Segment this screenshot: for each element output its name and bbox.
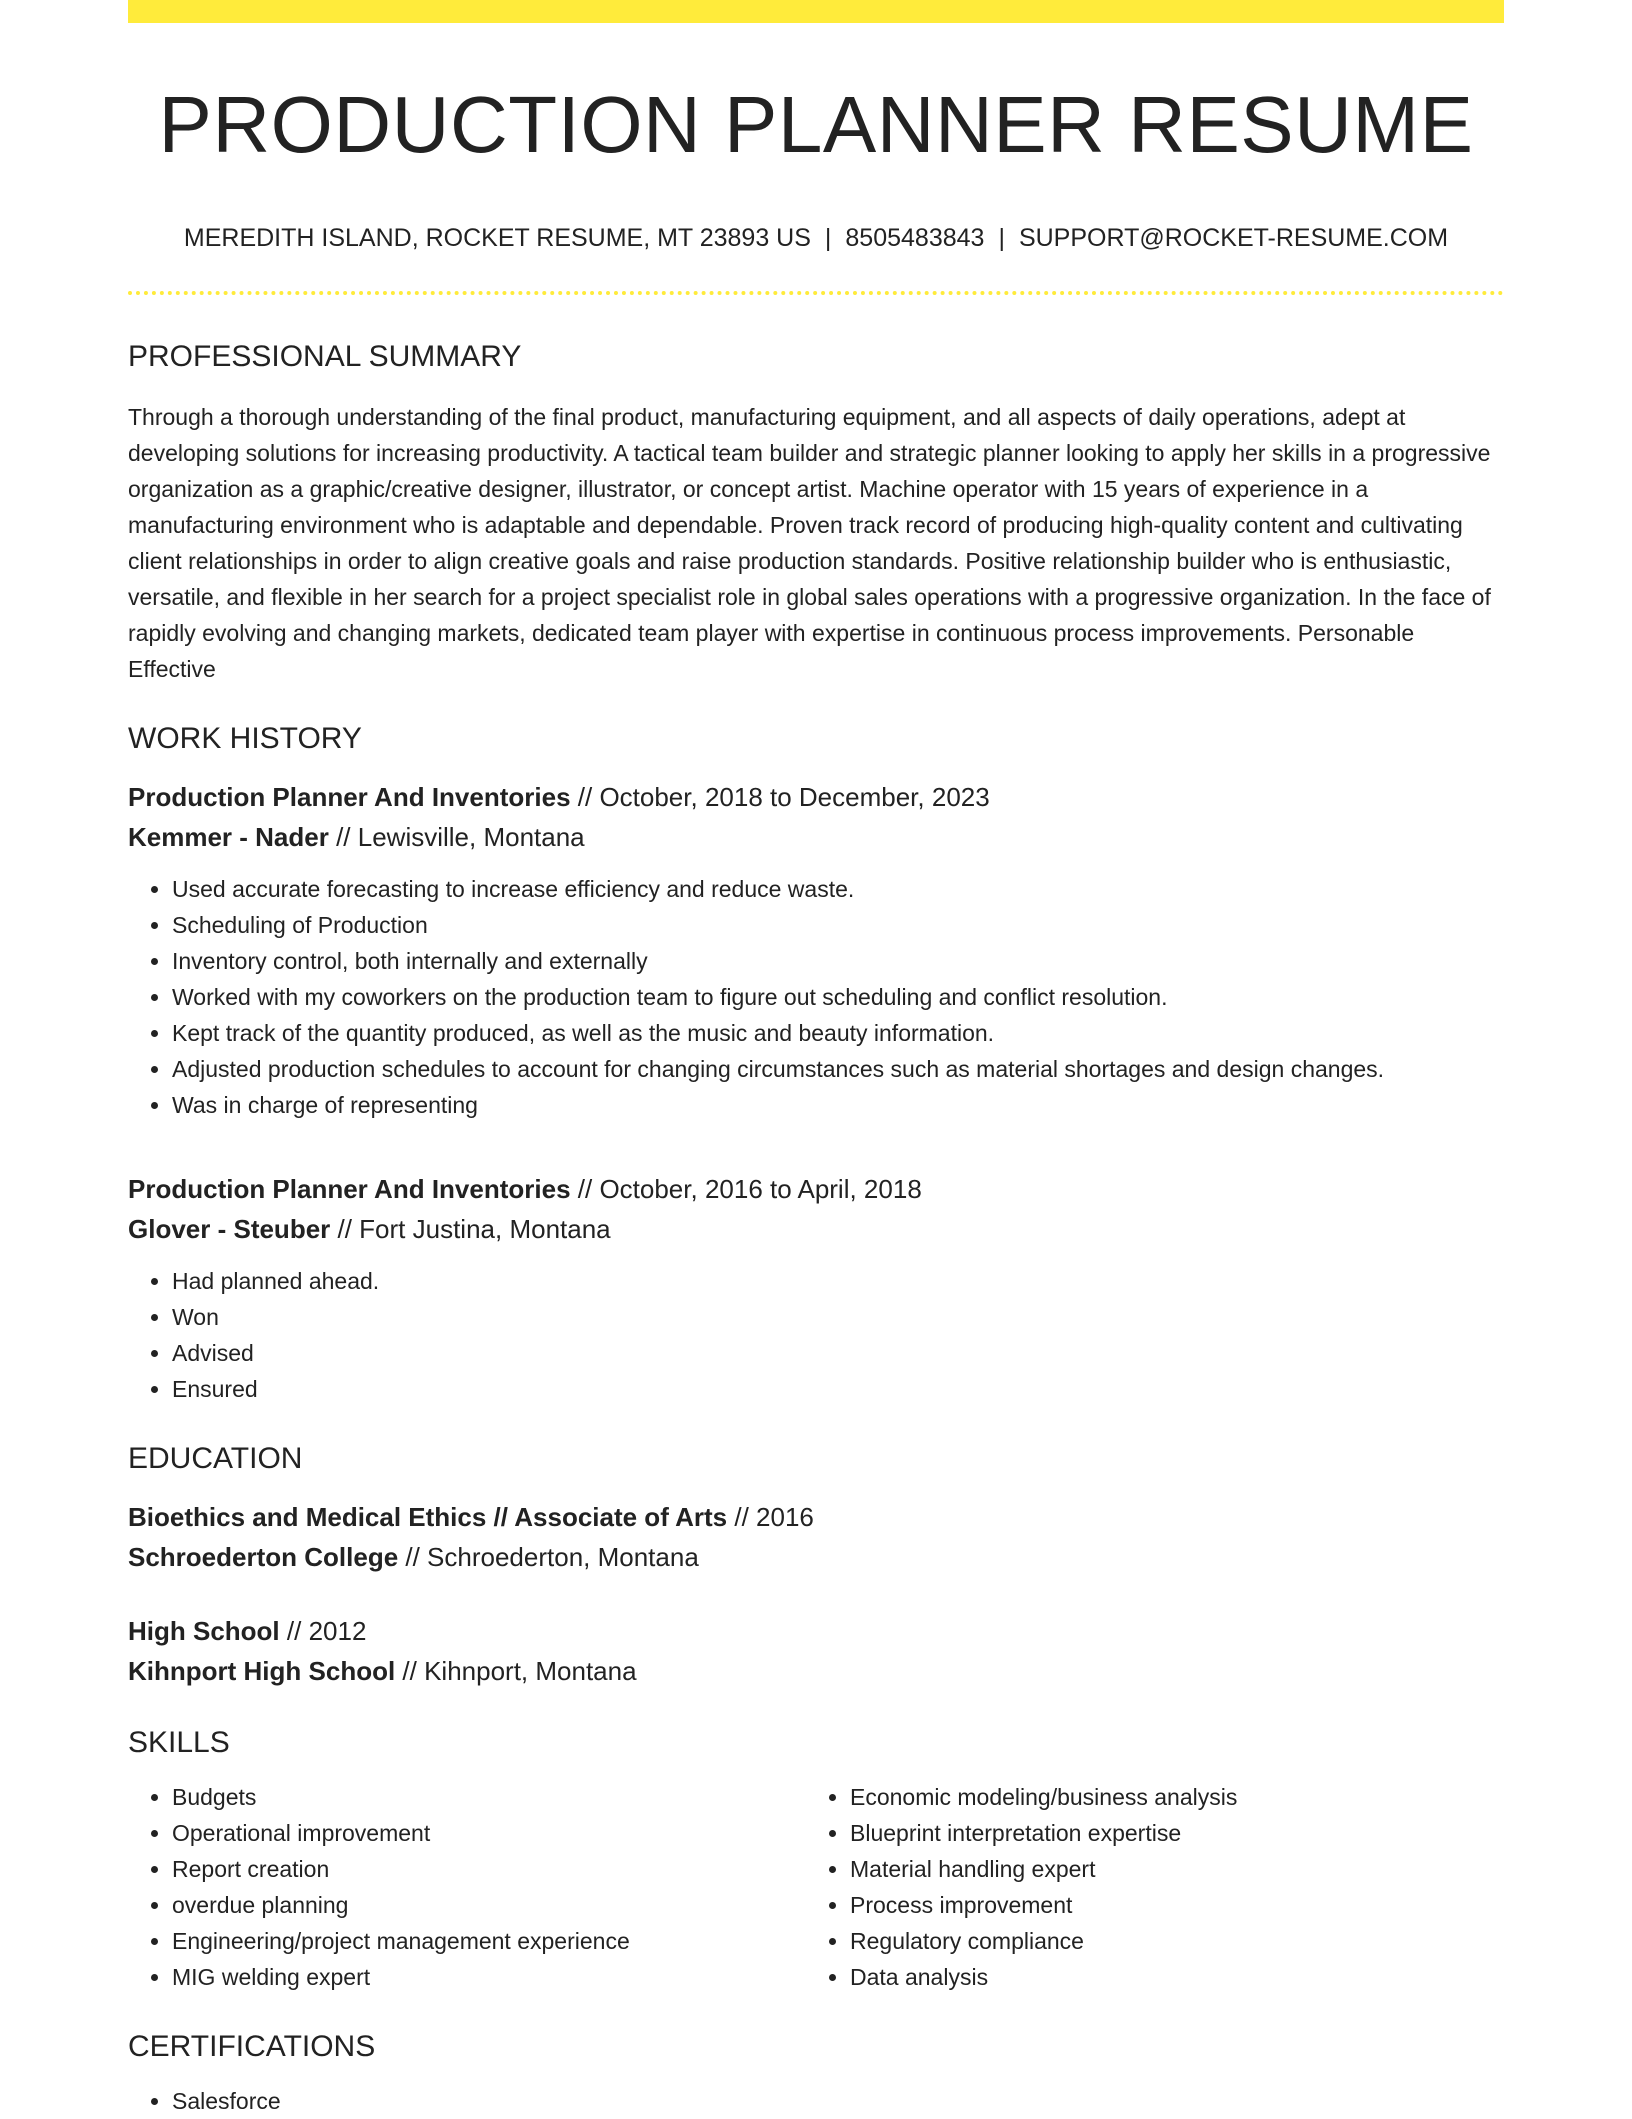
skills-grid [128,1779,1504,1995]
list-item: • Process improvement [850,1887,1490,1923]
education-year: // 2012 [279,1616,367,1646]
education-degree: High School [128,1616,280,1646]
education-school-line [128,1537,1504,1577]
summary-heading: PROFESSIONAL SUMMARY [128,340,522,373]
contact-address: MEREDITH ISLAND, ROCKET RESUME, MT 23893 US [183,224,811,252]
job-dates: // October, 2016 to April, 2018 [570,1174,922,1204]
accent-top-bar [128,0,1504,23]
list-item: • Engineering/project management experience [172,1923,806,1959]
work-history-heading: WORK HISTORY [128,722,362,755]
education-entry [128,1611,1504,1691]
job-entry [128,1169,1504,1407]
list-item: • Won [172,1299,1504,1335]
job-bullets [128,871,1504,1123]
skills-right-column [806,1779,1490,1995]
list-item: • Operational improvement [172,1815,806,1851]
education-school-line [128,1651,1504,1691]
list-item: • overdue planning [172,1887,806,1923]
education-school: Kihnport High School [128,1656,396,1686]
education-degree-line [128,1497,1504,1537]
list-item: • Regulatory compliance [850,1923,1490,1959]
list-item: • Scheduling of Production [172,907,1504,943]
education-degree-line [128,1611,1504,1651]
job-dates: // October, 2018 to December, 2023 [570,782,990,812]
list-item: • Adjusted production schedules to account for changing circumstances such as material shortages and design changes. [172,1051,1504,1087]
summary-text: Through a thorough understanding of the final product, manufacturing equipment, and all aspects of daily operations, adept at developing solutions for increasing productivity. A tactical team builder and strategic planner looking to apply her skills in a progressive organization as a graphic/creative designer, illustrator, or concept artist. Machine operator with 15 years of experience in a manufacturing environment who is adaptable and dependable. Proven track record of producing high-quality content and cultivating client relationships in order to align creative goals and raise production standards. Positive relationship builder who is enthusiastic, versatile, and flexible in her search for a project specialist role in global sales operations with a progressive organization. In the face of rapidly evolving and changing markets, dedicated team player with expertise in continuous process improvements. Personable Effective [128,404,1491,682]
education-heading: EDUCATION [128,1442,303,1475]
list-item: • MIG welding expert [172,1959,806,1995]
job-title: Production Planner And Inventories [128,1174,571,1204]
resume-page [128,0,1504,2119]
education-entry [128,1497,1504,1577]
certifications-heading: CERTIFICATIONS [128,2030,376,2063]
job-title-line [128,1169,1504,1209]
skills-left-column [128,1779,806,1995]
list-item: • Worked with my coworkers on the production team to figure out scheduling and conflict resolution. [172,979,1504,1015]
job-location: // Lewisville, Montana [328,822,585,852]
job-bullets [128,1263,1504,1407]
list-item: • Salesforce [172,2083,1504,2119]
list-item: • Data analysis [850,1959,1490,1995]
job-location: // Fort Justina, Montana [330,1214,611,1244]
education-school: Schroederton College [128,1542,399,1572]
list-item: • Blueprint interpretation expertise [850,1815,1490,1851]
list-item: • Had planned ahead. [172,1263,1504,1299]
job-entry [128,777,1504,1123]
education-year: // 2016 [727,1502,814,1532]
job-company: Glover - Steuber [128,1214,331,1244]
job-company-line [128,1209,1504,1249]
certifications-list [128,2083,1504,2119]
list-item: • Ensured [172,1371,1504,1407]
list-item: • Report creation [172,1851,806,1887]
contact-separator: | [824,224,832,252]
dotted-divider [128,291,1504,295]
list-item: • Used accurate forecasting to increase efficiency and reduce waste. [172,871,1504,907]
contact-email: SUPPORT@ROCKET-RESUME.COM [1018,224,1449,252]
list-item: • Budgets [172,1779,806,1815]
list-item: • Advised [172,1335,1504,1371]
list-item: • Was in charge of representing [172,1087,1504,1123]
education-location: // Schroederton, Montana [398,1542,699,1572]
list-item: • Material handling expert [850,1851,1490,1887]
contact-line [128,223,1504,253]
resume-title: PRODUCTION PLANNER RESUME [158,80,1474,169]
job-company: Kemmer - Nader [128,822,329,852]
list-item: • Kept track of the quantity produced, as well as the music and beauty information. [172,1015,1504,1051]
job-title: Production Planner And Inventories [128,782,571,812]
job-title-line [128,777,1504,817]
contact-separator: | [998,224,1005,252]
job-company-line [128,817,1504,857]
contact-phone: 8505483843 [845,224,985,252]
education-degree: Bioethics and Medical Ethics // Associate of Arts [128,1502,728,1532]
education-location: // Kihnport, Montana [395,1656,637,1686]
list-item: • Inventory control, both internally and externally [172,943,1504,979]
skills-heading: SKILLS [128,1726,230,1759]
list-item: • Economic modeling/business analysis [850,1779,1490,1815]
